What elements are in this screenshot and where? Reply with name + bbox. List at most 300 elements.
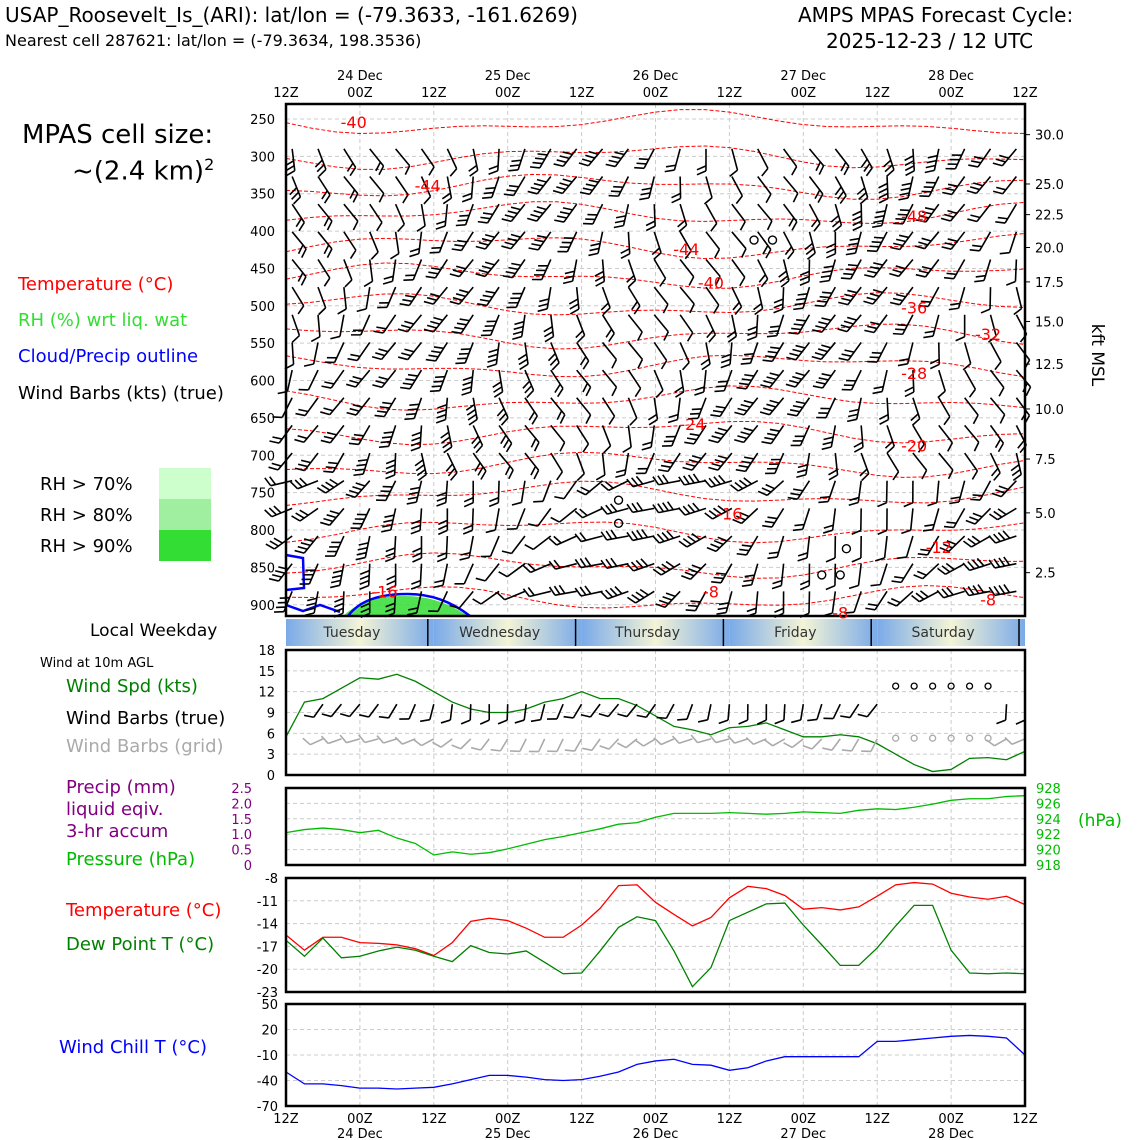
barb-staff: [1003, 177, 1017, 194]
barb-flag: [582, 745, 592, 753]
wind-barb: [679, 528, 706, 549]
barb-staff: [328, 739, 341, 744]
wind-barb: [974, 257, 990, 284]
wind-barb-grid: [582, 734, 600, 754]
top-time-tick: 00Z: [494, 86, 521, 101]
barb-staff: [758, 204, 772, 221]
barb-staff: [1016, 370, 1030, 387]
wind-barb: [1009, 342, 1032, 368]
barb-flag: [849, 501, 858, 506]
barb-flag: [377, 304, 387, 311]
barb-staff: [396, 177, 408, 195]
wind-barb: [506, 284, 525, 311]
barb-flag: [765, 221, 774, 230]
barb-staff: [521, 481, 524, 503]
wind-barb: [707, 530, 732, 555]
barb-flag: [467, 410, 477, 416]
wind-barb-grid: [471, 733, 489, 753]
height-tick-label: 15.0: [1035, 315, 1064, 331]
wind-barb: [772, 563, 784, 590]
wind-barb: [919, 173, 938, 200]
barb-flag: [492, 382, 502, 387]
barb-flag: [800, 586, 809, 590]
wind-barb: [595, 398, 617, 425]
barb-flag: [351, 221, 360, 230]
barb-staff: [965, 425, 979, 442]
barb-staff: [551, 370, 563, 388]
barb-flag: [726, 331, 736, 337]
barb-staff: [365, 536, 369, 558]
wind-barb: [653, 556, 680, 577]
barb-flag: [416, 470, 426, 476]
barb-flag: [415, 465, 425, 471]
barb-staff: [472, 508, 473, 530]
barb-flag: [774, 608, 783, 612]
barb-staff: [557, 704, 563, 719]
wind-barb: [580, 171, 603, 197]
barb-flag: [554, 493, 564, 501]
barb-staff: [897, 591, 913, 606]
wind-barb: [970, 476, 990, 503]
barb-flag: [956, 337, 965, 341]
barb-flag: [828, 470, 837, 475]
barb-staff: [500, 739, 507, 751]
barb-flag: [665, 168, 675, 174]
wind-barb: [353, 450, 369, 477]
barb-flag: [489, 165, 498, 170]
barb-flag: [436, 419, 445, 424]
wind-barb: [760, 364, 783, 390]
barb-flag: [611, 529, 617, 539]
barb-flag: [493, 387, 503, 392]
barb-staff: [391, 508, 396, 529]
barb-flag: [404, 416, 414, 423]
barb-staff: [991, 453, 1001, 473]
wind-barb: [827, 204, 843, 231]
barb-flag: [478, 218, 488, 226]
barb-flag: [791, 442, 801, 449]
barb-staff: [538, 508, 551, 526]
barb-flag: [385, 557, 394, 561]
barb-flag: [662, 442, 672, 449]
wind-barb-true: [637, 699, 656, 721]
wind-barb: [398, 337, 421, 363]
wind-barb: [265, 500, 292, 518]
wind-barb: [853, 177, 869, 204]
wind-barb: [751, 204, 775, 230]
barb-flag: [852, 211, 861, 215]
weekday-label: Wednesday: [459, 625, 541, 641]
barb-flag: [595, 281, 604, 286]
barb-staff: [730, 342, 732, 364]
barb-staff: [991, 398, 1005, 415]
barb-flag: [364, 281, 373, 286]
wind-barb: [803, 149, 827, 175]
wind-barb: [736, 448, 758, 475]
barb-flag: [409, 253, 418, 258]
wind-barb-true: [322, 698, 342, 719]
wind-barb: [426, 338, 448, 365]
barb-flag: [999, 557, 1005, 567]
wind-barb-true: [399, 701, 415, 723]
barb-flag: [515, 719, 524, 724]
height-axis-label: kft MSL: [1087, 323, 1107, 387]
barb-flag: [764, 194, 774, 203]
barb-flag: [879, 188, 888, 192]
barb-staff: [867, 704, 877, 717]
wind-barb: [963, 528, 990, 549]
legend-precip3: 3-hr accum: [66, 821, 169, 842]
barb-flag: [498, 720, 507, 724]
barb-flag: [507, 525, 517, 532]
barb-flag: [569, 299, 578, 304]
bottom-time-tick: 00Z: [790, 1112, 817, 1127]
pressure-tick-label: 650: [250, 411, 275, 427]
isotherm-label: -40: [697, 273, 724, 293]
legend-dewpoint: Dew Point T (°C): [66, 934, 215, 955]
barb-flag: [376, 496, 386, 504]
wind-barb: [409, 231, 421, 258]
barb-staff: [369, 564, 370, 586]
wind-barb: [437, 536, 447, 562]
barb-staff: [939, 398, 950, 417]
wind-barb: [957, 370, 978, 397]
barb-staff: [446, 481, 448, 503]
barb-flag: [797, 468, 807, 473]
pressure-tick-label: 750: [250, 486, 275, 502]
barb-flag: [721, 364, 730, 369]
barb-flag: [539, 297, 549, 302]
barb-flag: [668, 419, 677, 424]
wind-barb: [699, 232, 722, 258]
wind-barb: [538, 286, 551, 313]
wind-barb-grid: [321, 730, 341, 744]
barb-flag: [945, 443, 955, 452]
barb-flag: [455, 360, 465, 367]
wind-barb: [621, 315, 644, 341]
barb-staff: [1016, 287, 1021, 308]
wind-barb: [734, 392, 757, 418]
barb-staff: [357, 342, 370, 360]
pressure-tick-label: 928: [1036, 782, 1061, 797]
barb-flag: [360, 575, 369, 579]
barb-flag: [878, 183, 887, 187]
barb-staff: [470, 704, 471, 720]
cell-size-text: ~(2.4 km): [72, 156, 205, 187]
wind-barb: [325, 339, 344, 366]
barb-flag: [386, 465, 395, 469]
barb-flag: [559, 585, 565, 595]
wind-barb: [544, 398, 567, 424]
barb-flag: [871, 582, 881, 589]
legend-rh70: RH > 70%: [40, 474, 133, 495]
wind-barb: [956, 315, 965, 341]
barb-staff: [628, 342, 642, 359]
wind-barb: [930, 342, 940, 368]
wind-barb: [462, 369, 474, 396]
barb-flag: [460, 551, 470, 557]
barb-flag: [946, 165, 956, 172]
barb-flag: [617, 741, 626, 751]
wind-barb: [925, 147, 939, 174]
barb-flag: [635, 359, 644, 368]
wind-barb: [762, 420, 784, 447]
wind-barb-true: [515, 703, 526, 724]
barb-staff: [551, 453, 563, 472]
wind-barb: [736, 365, 757, 392]
barb-staff: [383, 739, 396, 743]
barb-flag: [461, 720, 470, 724]
wind-barb: [709, 420, 732, 446]
wind-barb-true: [657, 700, 674, 722]
precip-tick-label: 0: [243, 859, 252, 874]
barb-staff: [975, 508, 990, 524]
wind-barb: [543, 453, 564, 480]
barb-staff: [679, 739, 692, 743]
barb-staff: [344, 149, 356, 168]
wind-barb: [377, 284, 395, 311]
barb-staff: [654, 287, 668, 304]
barb-flag: [563, 279, 573, 285]
barb-staff: [859, 564, 862, 586]
legend-precip2: liquid eqiv.: [66, 799, 164, 820]
barb-flag: [892, 578, 902, 586]
pressure-tick-label: 918: [1036, 859, 1061, 874]
barb-staff: [651, 425, 654, 447]
wind-barb: [330, 313, 344, 340]
barb-flag: [481, 553, 491, 560]
barb-flag: [746, 736, 753, 746]
wind-barb: [389, 149, 413, 175]
barb-flag: [383, 280, 392, 285]
barb-flag: [972, 442, 981, 451]
barb-flag: [622, 447, 631, 452]
wind-barb: [750, 149, 770, 176]
barb-staff: [784, 232, 794, 251]
top-time-tick: 00Z: [642, 86, 669, 101]
bottom-time-tick: 12Z: [421, 1112, 447, 1127]
barb-staff: [318, 287, 326, 308]
barb-flag: [480, 720, 489, 724]
barb-flag: [822, 445, 832, 451]
barb-flag: [513, 330, 522, 335]
wind-barb: [323, 449, 344, 476]
wind-barb-true: [775, 704, 785, 724]
barb-flag: [360, 585, 369, 589]
bottom-time-tick: 00Z: [938, 1112, 964, 1127]
barb-flag: [773, 580, 782, 585]
barb-flag: [893, 330, 903, 338]
barb-staff: [512, 536, 525, 553]
legend-wind10m: Wind at 10m AGL: [40, 656, 154, 671]
barb-flag: [596, 475, 605, 480]
barb-staff: [292, 232, 306, 249]
wind-barb: [694, 369, 706, 396]
barb-flag: [970, 246, 980, 254]
barb-flag: [694, 391, 703, 396]
barb-flag: [789, 167, 799, 176]
barb-flag: [852, 216, 861, 220]
wind-barb: [403, 256, 421, 283]
barb-flag: [927, 159, 937, 165]
barb-staff: [577, 370, 591, 387]
windchill-tick-label: 50: [261, 998, 278, 1013]
barb-flag: [737, 550, 747, 558]
bottom-time-tick: 12Z: [273, 1112, 299, 1127]
isotherm-label: -44: [414, 176, 441, 196]
wind-barb: [575, 583, 602, 597]
barb-staff: [443, 564, 447, 586]
barb-flag: [606, 161, 616, 170]
wind-barb-true: [564, 700, 582, 722]
wind-barb: [818, 478, 835, 506]
barb-flag: [905, 171, 914, 176]
barb-flag: [824, 436, 834, 442]
barb-staff: [643, 739, 655, 746]
barb-staff: [583, 508, 603, 517]
barb-flag: [1006, 281, 1015, 285]
barb-flag: [438, 530, 447, 534]
barb-flag: [778, 271, 788, 277]
barb-flag: [270, 476, 276, 486]
wind-barb: [285, 259, 308, 285]
barb-staff: [394, 536, 395, 558]
barb-flag: [1005, 736, 1012, 746]
wind-barb: [439, 425, 453, 452]
isotherm-label: -24: [679, 414, 706, 434]
wind-barb: [776, 204, 799, 230]
wind-barb-grid: [414, 731, 434, 748]
wind-barb: [363, 177, 386, 203]
barb-flag: [467, 414, 477, 420]
barb-staff: [343, 591, 344, 613]
wind-barb: [873, 368, 888, 395]
barb-staff: [335, 342, 344, 362]
barb-staff: [728, 704, 729, 720]
barb-staff: [318, 232, 332, 249]
barb-flag: [968, 389, 978, 397]
wind-barb: [838, 309, 862, 335]
wind-barb: [450, 281, 473, 307]
barb-flag: [528, 521, 538, 530]
top-time-tick: 00Z: [938, 86, 964, 101]
barb-staff: [871, 739, 877, 752]
wind-barb: [916, 254, 939, 280]
top-time-tick: 12Z: [864, 86, 890, 101]
barb-flag: [642, 441, 651, 446]
pressure-tick-label: 400: [250, 225, 275, 241]
barb-staff: [441, 739, 452, 747]
barb-staff: [732, 232, 746, 249]
barb-staff: [654, 342, 666, 360]
barb-flag: [565, 270, 575, 276]
barb-flag: [584, 415, 594, 424]
barb-flag: [698, 718, 708, 724]
wind-barb: [412, 536, 421, 562]
bottom-date-label: 24 Dec: [336, 1127, 383, 1140]
wind-barb: [507, 505, 525, 532]
precip-tick-label: 0.5: [231, 843, 252, 859]
height-tick-label: 7.5: [1035, 453, 1056, 469]
wind-barb: [763, 338, 784, 365]
barb-staff: [310, 739, 323, 745]
barb-flag: [615, 473, 625, 478]
legend-wind: Wind Barbs (kts) (true): [18, 383, 224, 404]
wind-barb: [946, 145, 965, 172]
barb-staff: [666, 704, 674, 718]
barb-staff: [420, 508, 421, 530]
wind-barb: [793, 284, 809, 311]
wind-barb: [627, 500, 654, 514]
barb-staff: [907, 536, 913, 557]
wind-barb: [967, 171, 991, 197]
wind-barb: [569, 342, 591, 369]
wind-barb: [966, 502, 991, 527]
barb-flag: [997, 388, 1007, 397]
barb-flag: [753, 304, 763, 310]
barb-flag: [463, 525, 472, 529]
isotherm-label: -16: [716, 504, 743, 524]
barb-flag: [514, 320, 523, 325]
barb-flag: [904, 503, 913, 507]
barb-flag: [463, 381, 472, 386]
barb-flag: [930, 364, 939, 368]
wind-barb: [698, 315, 717, 342]
wind-barb: [915, 226, 939, 252]
wind-barb: [265, 472, 292, 487]
barb-flag: [897, 554, 907, 560]
wind-barb: [984, 398, 1008, 424]
barb-flag: [633, 388, 643, 396]
barb-staff: [1006, 704, 1007, 720]
barb-flag: [547, 715, 557, 722]
barb-staff: [980, 481, 990, 500]
barb-flag: [386, 548, 395, 552]
barb-staff: [473, 425, 482, 445]
wind-barb: [789, 310, 810, 337]
barb-flag: [1016, 720, 1025, 724]
barb-flag: [523, 588, 529, 598]
barb-flag: [846, 251, 856, 257]
wind-barb: [725, 232, 749, 258]
barb-flag: [386, 460, 395, 464]
barb-flag: [437, 558, 446, 562]
barb-flag: [920, 470, 930, 479]
barb-staff: [792, 739, 803, 748]
wind-barb-grid: [359, 730, 379, 743]
wind-barb-true: [581, 699, 600, 720]
wind-barb: [877, 481, 887, 507]
wind-barb: [596, 370, 619, 396]
barb-flag: [962, 364, 972, 370]
barb-flag: [443, 447, 453, 453]
barb-staff: [396, 232, 399, 254]
barb-staff: [777, 315, 784, 336]
isotherm-label: -44: [673, 240, 700, 260]
wind-barb: [476, 254, 499, 280]
height-tick-label: 5.0: [1035, 506, 1056, 522]
wind-barb-true: [823, 700, 840, 722]
isotherm-label: -20: [901, 436, 928, 456]
barb-flag: [555, 472, 565, 480]
barb-flag: [437, 497, 446, 502]
barb-staff: [575, 739, 582, 751]
barb-staff: [626, 739, 637, 748]
barb-flag: [411, 580, 420, 584]
wind-barb: [523, 583, 550, 598]
calm-circle: [818, 571, 826, 579]
legend-windchill: Wind Chill T (°C): [59, 1037, 207, 1058]
